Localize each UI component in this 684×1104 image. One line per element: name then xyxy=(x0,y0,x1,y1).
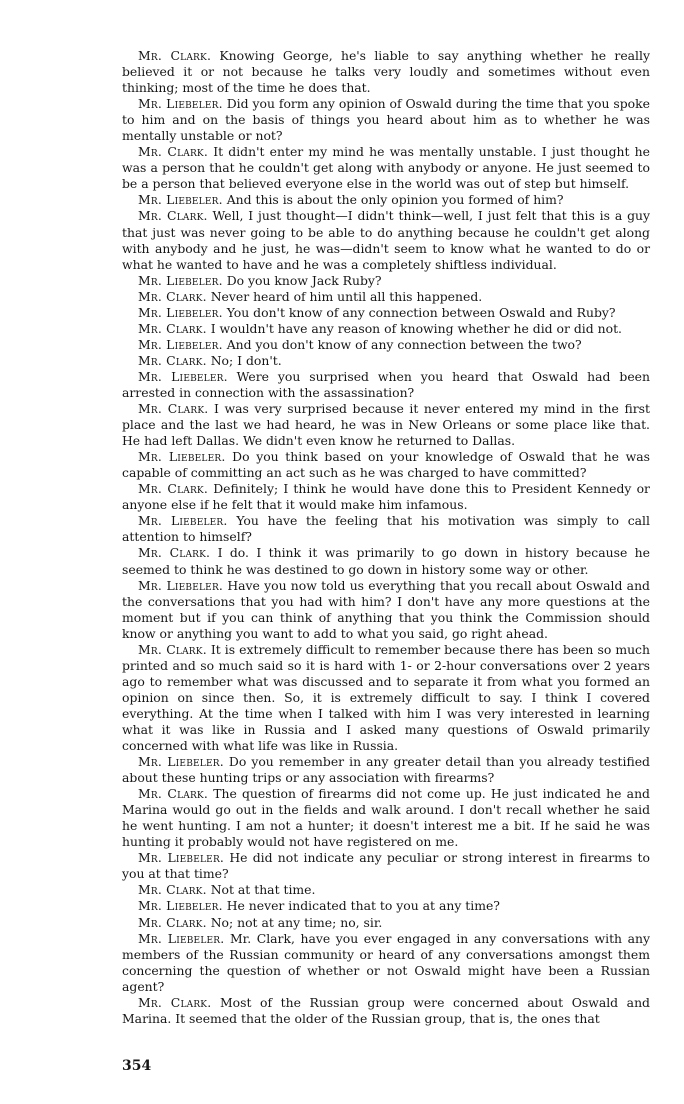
speaker-label: Mr. Liebeler. xyxy=(138,898,223,914)
testimony-text: And this is about the only opinion you formed of him? xyxy=(226,192,564,208)
testimony-text: He did not indicate any peculiar or strong interest in firearms to you at that time? xyxy=(122,850,650,882)
transcript-paragraph xyxy=(122,369,650,401)
testimony-text: It didn't enter my mind he was mentally unstable. I just thought he was a person that he couldn't get along with anybody or anyone. He just seemed to be a person that believed everyone else in the world was out of step but himself. xyxy=(122,144,650,192)
speaker-label: Mr. Clark. xyxy=(138,481,208,497)
testimony-text: Definitely; I think he would have done this to President Kennedy or anyone else if he felt that it would make him infamous. xyxy=(122,481,650,513)
speaker-label: Mr. Clark. xyxy=(138,641,207,657)
transcript-paragraph xyxy=(122,882,650,898)
speaker-label: Mr. Liebeler. xyxy=(138,850,225,866)
transcript-paragraph xyxy=(122,273,650,289)
page-number: 354 xyxy=(122,1058,152,1074)
speaker-label: Mr. Liebeler. xyxy=(138,930,225,946)
speaker-label: Mr. Liebeler. xyxy=(138,336,223,352)
speaker-label: Mr. Clark. xyxy=(138,401,209,417)
speaker-label: Mr. Liebeler. xyxy=(138,577,224,593)
speaker-label: Mr. Clark. xyxy=(138,352,207,368)
testimony-text: I was very surprised because it never entered my mind in the first place and the last we had heard, he was in New Orleans or some place like that. He had left Dallas. We didn't even know he returned to Dallas. xyxy=(122,401,650,449)
speaker-label: Mr. Clark. xyxy=(138,914,207,930)
speaker-label: Mr. Clark. xyxy=(138,48,212,63)
testimony-text: I do. I think it was primarily to go down in history because he seemed to think he was destined to go down in history some way or other. xyxy=(122,545,650,577)
testimony-text: Not at that time. xyxy=(210,882,316,898)
testimony-text: Do you know Jack Ruby? xyxy=(226,272,382,288)
transcript-paragraph xyxy=(122,578,650,642)
testimony-text: Were you surprised when you heard that Oswald had been arrested in connection with the assassination? xyxy=(122,368,650,400)
transcript-paragraph xyxy=(122,401,650,449)
speaker-label: Mr. Liebeler. xyxy=(138,192,223,208)
speaker-label: Mr. Clark. xyxy=(138,786,208,802)
transcript-paragraph xyxy=(122,337,650,353)
testimony-text: No; I don't. xyxy=(210,352,282,368)
testimony-text: I wouldn't have any reason of knowing whether he did or did not. xyxy=(210,320,622,336)
testimony-text: Mr. Clark, have you ever engaged in any conversations with any members of the Russian community or heard of any conversations amongst them concerning the question of whether or not Oswald might have been a Russian agent? xyxy=(122,930,650,994)
speaker-label: Mr. Liebeler. xyxy=(138,368,228,384)
speaker-label: Mr. Liebeler. xyxy=(138,754,224,770)
transcript-paragraph xyxy=(122,850,650,882)
testimony-text: Well, I just thought—I didn't think—well, I just felt that this is a guy that just was never going to be able to do anything because he couldn't get along with anybody and he just, he was—didn't seem to know what he wanted to do or what he wanted to have and he was a completely shiftless individual. xyxy=(122,208,650,272)
speaker-label: Mr. Liebeler. xyxy=(138,304,223,320)
testimony-text: Knowing George, he's liable to say anything whether he really believed it or not because he talks very loudly and sometimes without even thinking; most of the time he does that. xyxy=(122,48,650,96)
transcript-paragraph xyxy=(122,48,650,96)
speaker-label: Mr. Clark. xyxy=(138,208,208,224)
transcript-paragraph xyxy=(122,353,650,369)
speaker-label: Mr. Liebeler. xyxy=(138,96,223,112)
speaker-label: Mr. Clark. xyxy=(138,545,211,561)
testimony-text: Do you remember in any greater detail than you already testified about these hunting trips or any association with firearms? xyxy=(122,754,650,786)
testimony-text: No; not at any time; no, sir. xyxy=(210,914,383,930)
transcript-paragraph xyxy=(122,642,650,754)
testimony-text: Never heard of him until all this happened. xyxy=(210,288,483,304)
testimony-text: The question of firearms did not come up. He just indicated he and Marina would go out in the fields and walk around. I don't recall whether he said he went hunting. I am not a hunter; it doesn't interest me a bit. If he said he was hunting it probably would not have registered on me. xyxy=(122,786,650,850)
transcript-paragraph xyxy=(122,449,650,481)
testimony-text: You have the feeling that his motivation was simply to call attention to himself? xyxy=(122,513,650,545)
speaker-label: Mr. Clark. xyxy=(138,320,207,336)
transcript-paragraph xyxy=(122,305,650,321)
speaker-label: Mr. Clark. xyxy=(138,882,207,898)
transcript-paragraph xyxy=(122,786,650,850)
testimony-text: You don't know of any connection between Oswald and Ruby? xyxy=(226,304,616,320)
speaker-label: Mr. Liebeler. xyxy=(138,272,223,288)
transcript-paragraph xyxy=(122,321,650,337)
speaker-label: Mr. Liebeler. xyxy=(138,513,228,529)
transcript-paragraph xyxy=(122,898,650,914)
transcript-paragraph xyxy=(122,513,650,545)
testimony-text: Have you now told us everything that you recall about Oswald and the conversations that you had with him? I don't have any more questions at the moment but if you can think of anything that you think the Commission should know or anything you want to add to what you said, go right ahead. xyxy=(122,577,650,641)
transcript-paragraph xyxy=(122,208,650,272)
transcript-paragraph xyxy=(122,754,650,786)
testimony-text: He never indicated that to you at any time? xyxy=(226,898,500,914)
transcript-paragraph xyxy=(122,545,650,577)
transcript-paragraph xyxy=(122,931,650,995)
testimony-text: And you don't know of any connection between the two? xyxy=(226,336,582,352)
testimony-text: Most of the Russian group were concerned about Oswald and Marina. It seemed that the older of the Russian group, that is, the ones that xyxy=(122,994,650,1026)
speaker-label: Mr. Clark. xyxy=(138,994,212,1010)
transcript-paragraph xyxy=(122,192,650,208)
testimony-text: It is extremely difficult to remember because there has been so much printed and so much said so it is hard with 1- or 2-hour conversations over 2 years ago to remember what was discussed and to separate it from what you formed an opinion on since then. So, it is extremely difficult to say. I think I covered everything. At the time when I talked with him I was very interested in learning what it was like in Russia and I asked many questions of Oswald primarily concerned with what life was like in Russia. xyxy=(122,641,650,754)
transcript-paragraph xyxy=(122,915,650,931)
speaker-label: Mr. Clark. xyxy=(138,288,207,304)
testimony-text: Do you think based on your knowledge of Oswald that he was capable of committing an act such as he was charged to have committed? xyxy=(122,449,650,481)
transcript-paragraph xyxy=(122,289,650,305)
testimony-text: Did you form any opinion of Oswald during the time that you spoke to him and on the basis of things you heard about him as to whether he was mentally unstable or not? xyxy=(122,96,650,144)
transcript-page xyxy=(122,48,650,1027)
transcript-paragraph xyxy=(122,995,650,1027)
transcript-paragraph xyxy=(122,481,650,513)
transcript-paragraph xyxy=(122,96,650,144)
speaker-label: Mr. Liebeler. xyxy=(138,449,226,465)
transcript-paragraph xyxy=(122,144,650,192)
speaker-label: Mr. Clark. xyxy=(138,144,208,160)
